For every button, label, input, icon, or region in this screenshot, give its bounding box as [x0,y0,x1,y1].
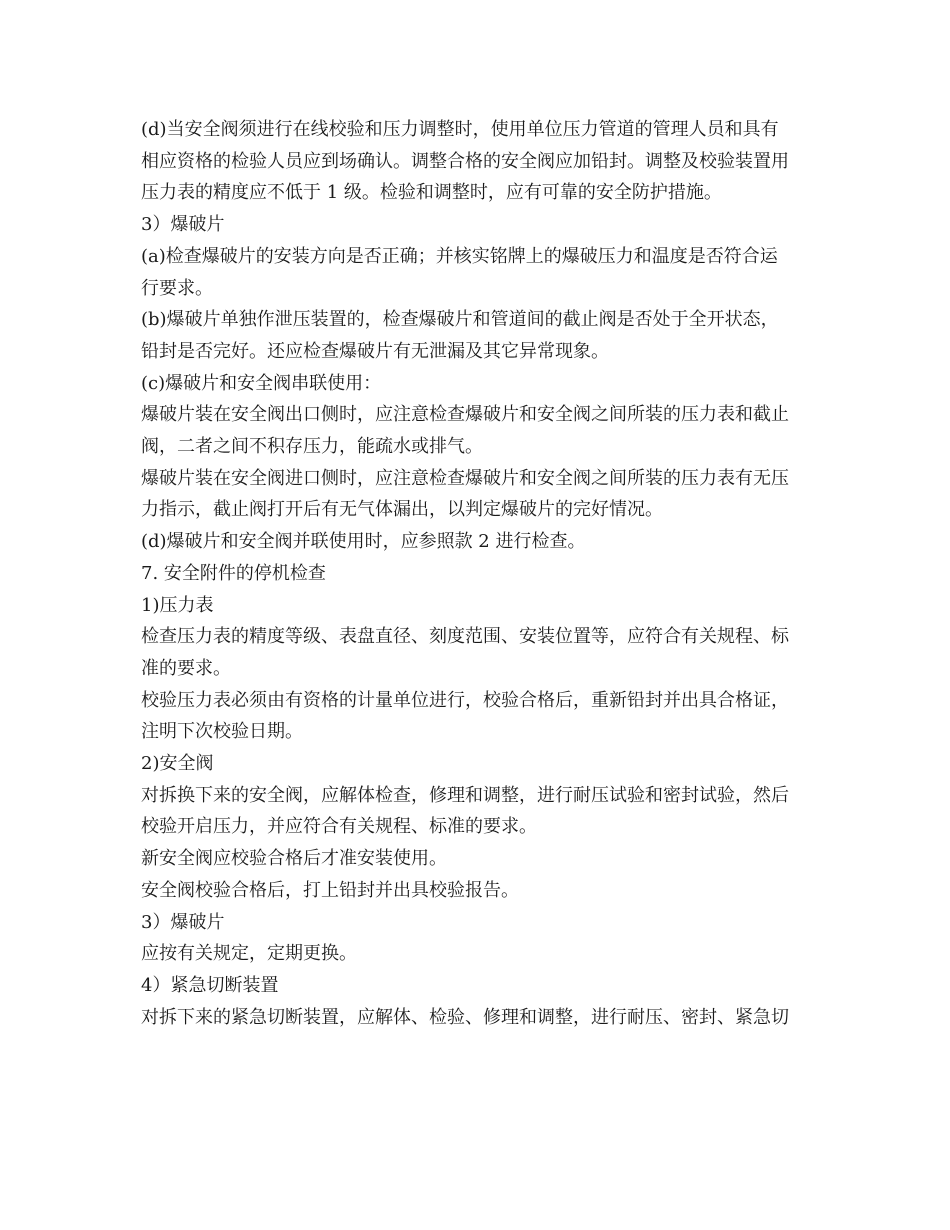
text-line: 准的要求。 [141,657,231,679]
text-line: 对拆换下来的安全阀，应解体检查，修理和调整，进行耐压试验和密封试验，然后 [141,784,789,806]
document-body [141,114,821,1033]
text-line: 阀，二者之间不积存压力，能疏水或排气。 [141,436,483,458]
text-line: 新安全阀应校验合格后才准安装使用。 [141,848,447,870]
text-line: 注明下次校验日期。 [141,721,303,743]
section-heading: 3）爆破片 [141,911,225,933]
text-line: 行要求。 [141,277,213,299]
text-line: 力指示，截止阀打开后有无气体漏出，以判定爆破片的完好情况。 [141,499,663,521]
text-line: 爆破片装在安全阀进口侧时，应注意检查爆破片和安全阀之间所装的压力表有无压 [141,467,789,489]
section-heading: 7. 安全附件的停机检查 [141,562,326,584]
text-line: (b)爆破片单独作泄压装置的，检查爆破片和管道间的截止阀是否处于全开状态， [141,309,779,331]
text-line: (d)爆破片和安全阀并联使用时，应参照款 2 进行检查。 [141,531,586,553]
text-line: 安全阀校验合格后，打上铅封并出具校验报告。 [141,879,519,901]
section-heading: 4）紧急切断装置 [141,974,279,996]
text-line: 相应资格的检验人员应到场确认。调整合格的安全阀应加铅封。调整及校验装置用 [141,150,789,172]
text-line: 压力表的精度应不低于 1 级。检验和调整时，应有可靠的安全防护措施。 [141,182,722,204]
text-line: (d)当安全阀须进行在线校验和压力调整时，使用单位压力管道的管理人员和具有 [141,119,779,140]
text-line: 校验开启压力，并应符合有关规程、标准的要求。 [141,816,537,838]
text-line: 爆破片装在安全阀出口侧时，应注意检查爆破片和安全阀之间所装的压力表和截止 [141,404,789,426]
section-heading: 2)安全阀 [141,753,214,775]
text-line: 铅封是否完好。还应检查爆破片有无泄漏及其它异常现象。 [141,340,609,362]
text-line: 应按有关规定，定期更换。 [141,943,357,965]
text-line: (a)检查爆破片的安装方向是否正确；并核实铭牌上的爆破压力和温度是否符合运 [141,245,778,267]
section-heading: 3）爆破片 [141,214,225,236]
section-heading: 1)压力表 [141,594,214,616]
text-line: 校验压力表必须由有资格的计量单位进行，校验合格后，重新铅封并出具合格证， [141,689,789,711]
text-line: 检查压力表的精度等级、表盘直径、刻度范围、安装位置等，应符合有关规程、标 [141,626,789,648]
text-line: (c)爆破片和安全阀串联使用： [141,372,382,394]
text-line: 对拆下来的紧急切断装置，应解体、检验、修理和调整，进行耐压、密封、紧急切 [141,1006,789,1028]
